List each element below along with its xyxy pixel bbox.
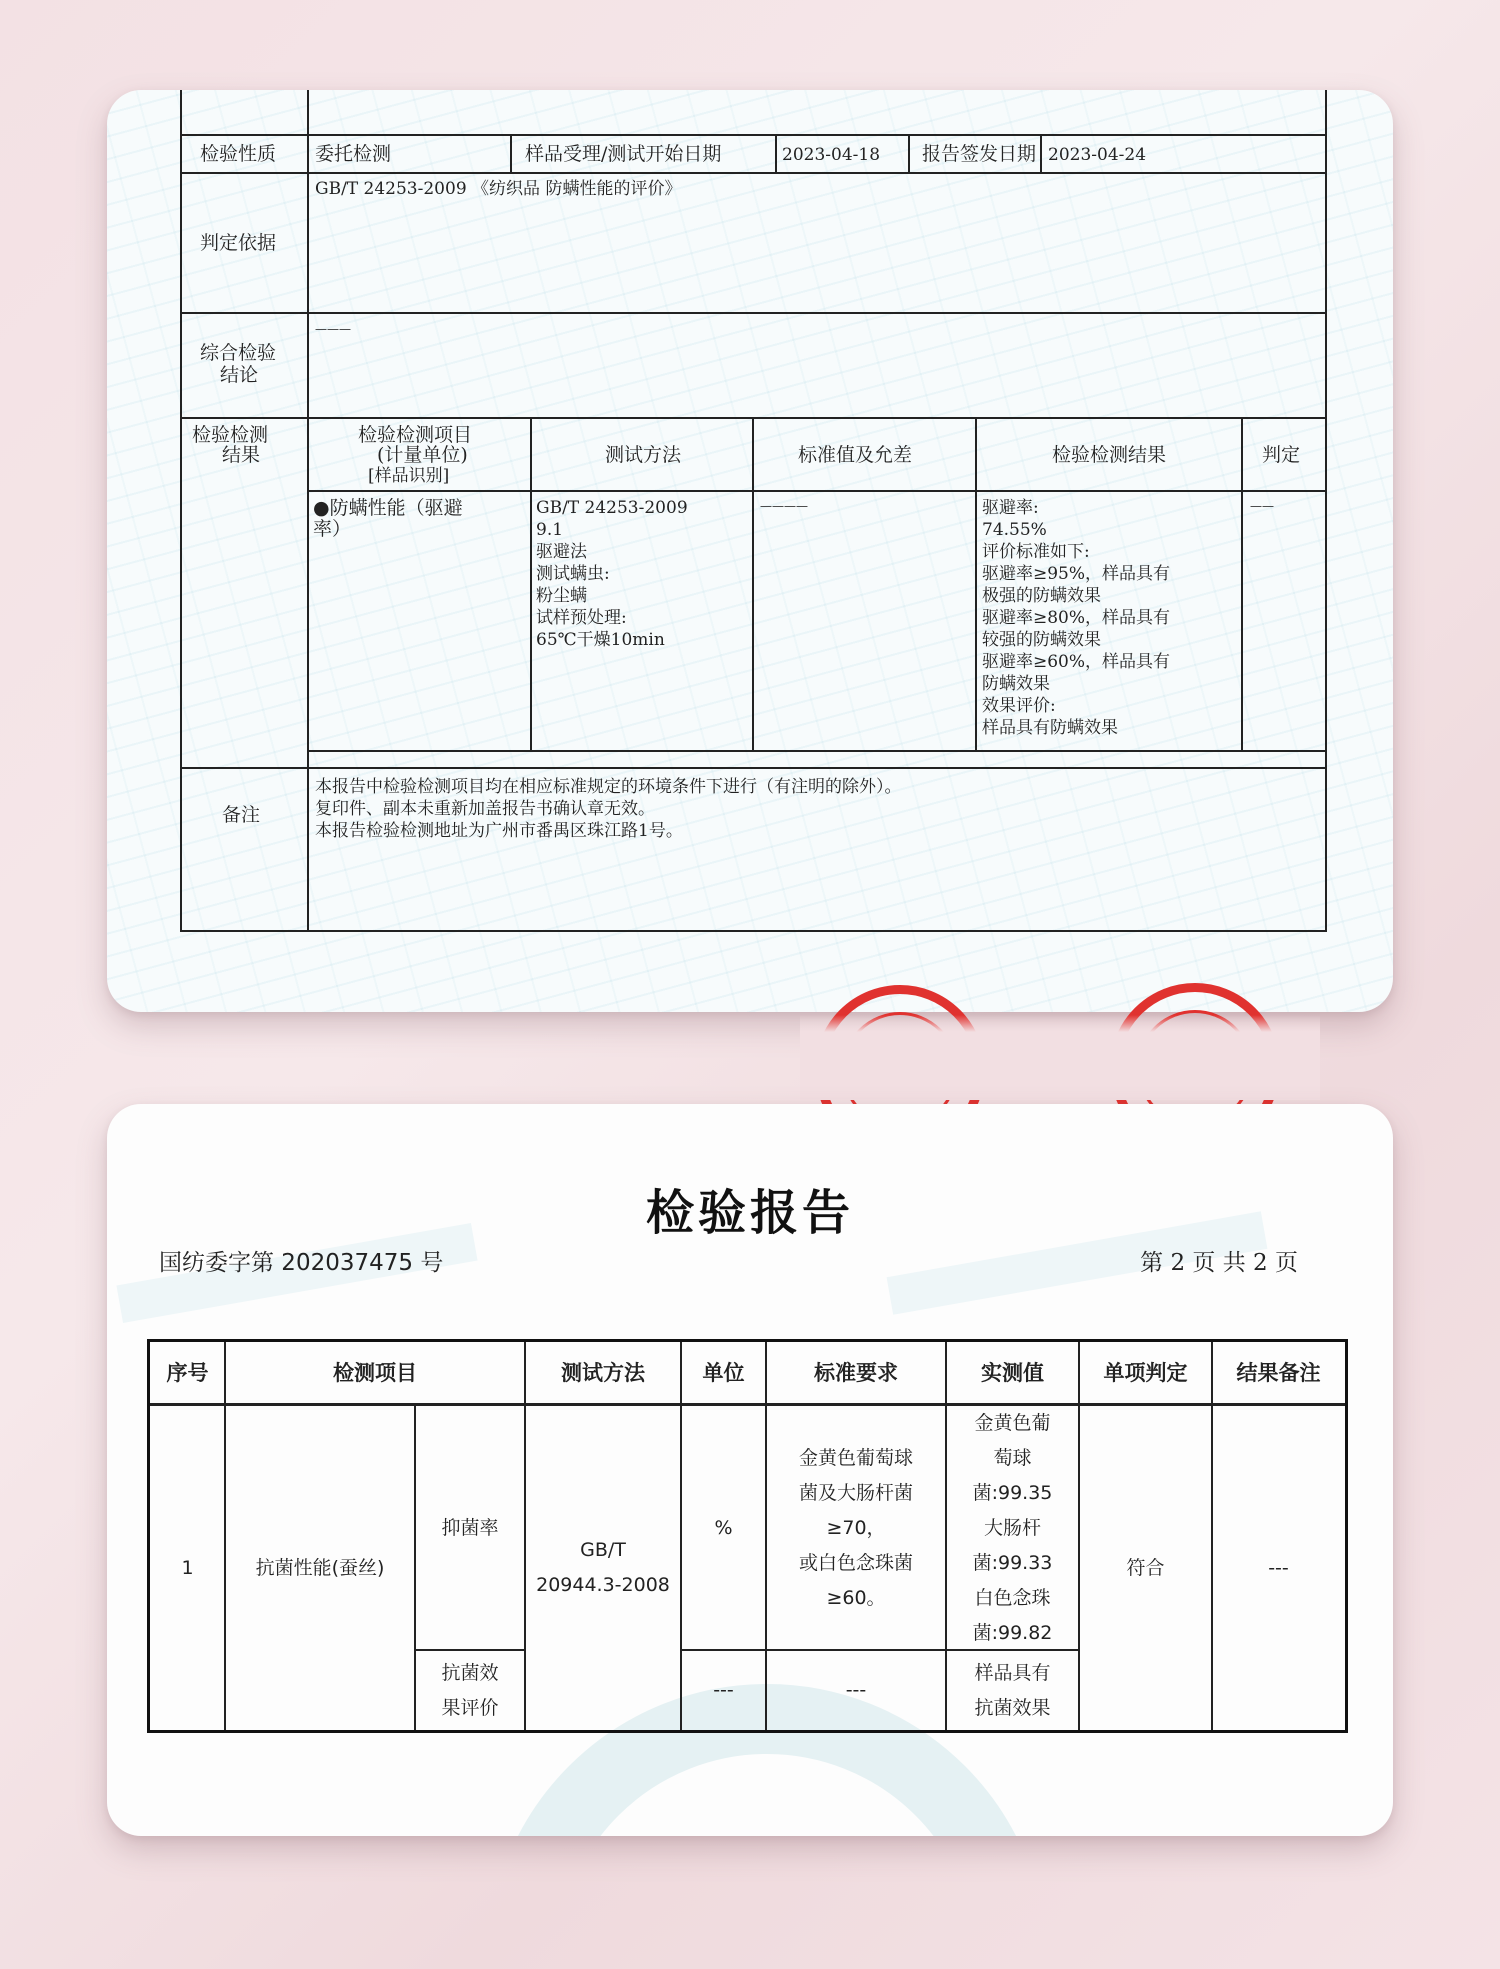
row-item: 抗菌性能(蚕丝)	[255, 1556, 385, 1579]
measured-line: 菌:99.35	[972, 1481, 1053, 1504]
row-method	[525, 1406, 681, 1730]
report-title: 检验报告	[645, 1185, 854, 1241]
stamp-mask	[800, 1015, 1320, 1100]
result-line: 极强的防螨效果	[982, 586, 1101, 606]
judgement-basis-value: GB/T 24253-2009 《纺织品 防螨性能的评价》	[315, 179, 682, 199]
standard-line: 菌及大肠杆菌	[798, 1481, 913, 1504]
row-measured	[946, 1406, 1079, 1650]
row-unit: %	[714, 1516, 733, 1539]
start-date-value: 2023-04-18	[782, 145, 881, 165]
inspection-nature-value: 委托检测	[315, 143, 392, 165]
method-line: GB/T 24253-2009	[536, 498, 688, 518]
row-sub-inhibition: 抑菌率	[441, 1516, 499, 1539]
method-line: 9.1	[536, 520, 564, 540]
method-line1: GB/T	[580, 1539, 626, 1561]
report-page-1-card	[107, 90, 1393, 1012]
judgement-basis-label: 判定依据	[200, 232, 277, 254]
results-table	[180, 90, 1327, 932]
row-remark: ---	[1268, 1556, 1289, 1579]
result-line: 驱避率≥60%，样品具有	[982, 652, 1171, 672]
result-line: 驱避率≥80%，样品具有	[982, 608, 1171, 628]
measured-line: 白色念珠	[974, 1586, 1051, 1609]
method-line: 试样预处理:	[536, 608, 627, 628]
measured-line: 金黄色葡	[974, 1411, 1051, 1434]
note-line: 复印件、副本未重新加盖报告书确认章无效。	[315, 799, 655, 819]
results-label-line2: 结果	[222, 444, 261, 466]
method-line: 65℃干燥10min	[536, 630, 665, 650]
inspection-nature-label: 检验性质	[200, 143, 277, 165]
row-seq: 1	[181, 1556, 194, 1579]
conclusion-label-line2: 结论	[220, 364, 259, 386]
sub-eval-line2: 果评价	[441, 1696, 499, 1719]
method-line: 测试螨虫:	[536, 564, 610, 584]
header-item-line3: [样品识别]	[368, 466, 450, 486]
row-measured-2	[946, 1651, 1079, 1730]
conclusion-label-line1: 综合检验	[200, 342, 277, 364]
report-page-2-card	[107, 1104, 1393, 1836]
header-standard: 标准值及允差	[798, 444, 913, 466]
standard-line: ≥60。	[826, 1586, 886, 1609]
row-standard-2: ---	[845, 1679, 867, 1701]
notes-text	[315, 776, 902, 842]
result-line: 较强的防螨效果	[982, 630, 1101, 650]
measured-line: 大肠杆	[983, 1516, 1041, 1539]
row-standard	[766, 1406, 946, 1650]
result-line: 驱避率:	[982, 498, 1039, 518]
report-number: 国纺委字第 202037475 号	[159, 1250, 444, 1276]
standard-line: 或白色念珠菌	[798, 1551, 913, 1574]
header-item: 检测项目	[333, 1360, 417, 1385]
row-method	[536, 497, 688, 651]
row-item-line2: 率）	[313, 518, 352, 540]
header-method: 测试方法	[605, 444, 682, 466]
header-seq: 序号	[166, 1360, 209, 1385]
measured-line: 萄球	[993, 1446, 1032, 1469]
standard-line: ≥70，	[826, 1516, 886, 1539]
row-standard: ————	[760, 499, 808, 513]
note-line: 本报告检验检测地址为广州市番禺区珠江路1号。	[315, 821, 683, 841]
row-sub-evaluation	[415, 1651, 525, 1730]
header-unit: 单位	[702, 1360, 745, 1385]
conclusion-value: ———	[315, 322, 351, 336]
result-line: 74.55%	[982, 520, 1047, 540]
header-measured: 实测值	[981, 1360, 1044, 1385]
method-line: 粉尘螨	[536, 586, 587, 606]
header-standard: 标准要求	[814, 1360, 898, 1385]
row-unit-2: ---	[713, 1679, 734, 1701]
method-line2: 20944.3-2008	[536, 1574, 670, 1596]
results-label-line1: 检验检测	[192, 424, 269, 446]
header-result: 检验检测结果	[1052, 444, 1167, 466]
standard-line: 金黄色葡萄球	[798, 1446, 913, 1469]
measured2-line1: 样品具有	[974, 1661, 1051, 1684]
result-line: 防螨效果	[982, 674, 1050, 694]
issue-date-value: 2023-04-24	[1048, 145, 1147, 165]
result-line: 样品具有防螨效果	[982, 718, 1118, 738]
page-indicator: 第 2 页 共 2 页	[1140, 1250, 1298, 1276]
issue-date-label: 报告签发日期	[922, 143, 1037, 165]
method-line: 驱避法	[536, 542, 587, 562]
note-line: 本报告中检验检测项目均在相应标准规定的环境条件下进行（有注明的除外）。	[315, 777, 902, 797]
start-date-label: 样品受理/测试开始日期	[525, 143, 722, 165]
result-line: 驱避率≥95%，样品具有	[982, 564, 1171, 584]
row-judgement: ——	[1250, 499, 1274, 513]
header-item-line1: 检验检测项目	[358, 424, 473, 446]
measured-line: 菌:99.82	[972, 1621, 1053, 1644]
result-line: 效果评价:	[982, 696, 1056, 716]
result-line: 评价标准如下:	[982, 542, 1090, 562]
notes-label: 备注	[222, 804, 261, 826]
measured-line: 菌:99.33	[972, 1551, 1053, 1574]
row-judgement: 符合	[1126, 1556, 1165, 1579]
row-item-line1: ●防螨性能（驱避	[313, 497, 463, 519]
row-result	[982, 497, 1170, 739]
header-judgement: 判定	[1262, 444, 1301, 466]
measured2-line2: 抗菌效果	[974, 1696, 1051, 1719]
header-judgement: 单项判定	[1103, 1360, 1188, 1385]
sub-eval-line1: 抗菌效	[441, 1661, 499, 1684]
header-remark: 结果备注	[1236, 1360, 1321, 1385]
header-item-line2: (计量单位)	[377, 444, 468, 466]
header-method: 测试方法	[561, 1360, 645, 1385]
antibacterial-table	[147, 1339, 1348, 1733]
